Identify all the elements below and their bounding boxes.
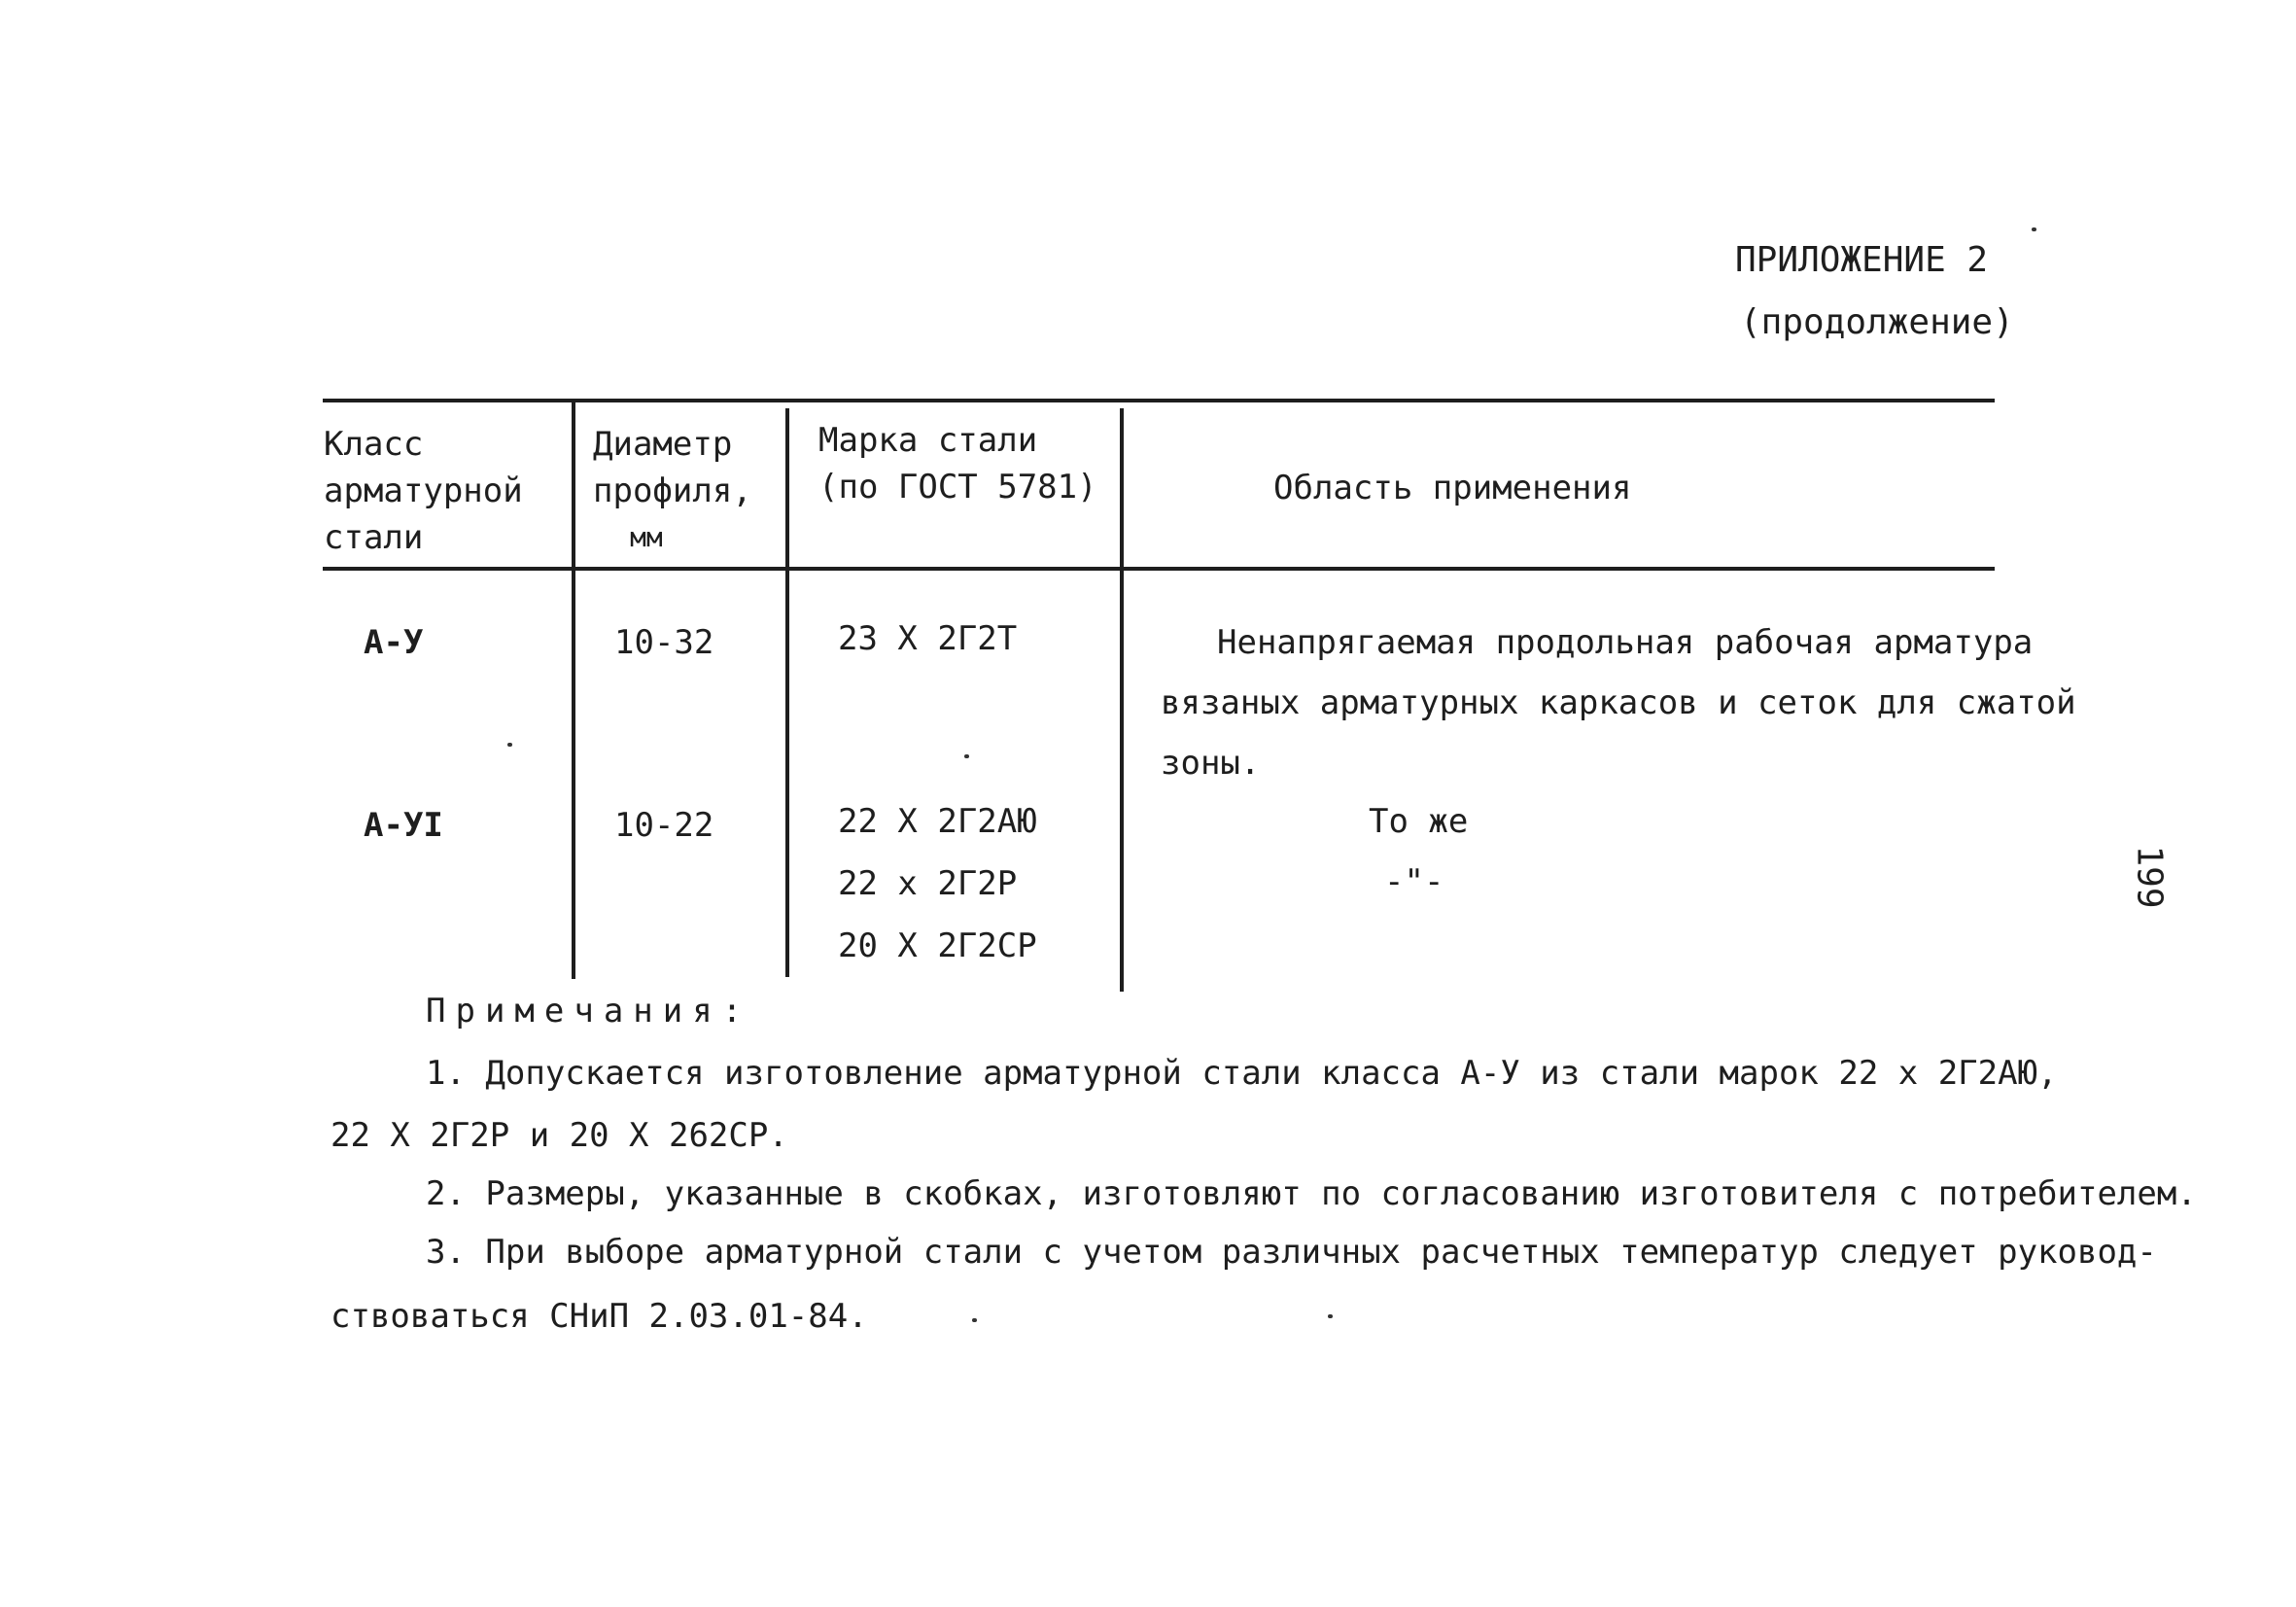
header-diameter-line-2: профиля,	[593, 472, 752, 510]
note-3-line-2: ствоваться СНиП 2.03.01-84.	[330, 1297, 868, 1336]
row-class: А-УI	[364, 806, 443, 845]
appendix-continuation: (продолжение)	[1740, 302, 2014, 342]
row-grade: 22 Х 2Г2АЮ	[838, 802, 1037, 841]
header-grade-line-1: Марка стали	[818, 421, 1038, 460]
row-grade: 20 Х 2Г2СР	[838, 926, 1037, 965]
row-grade: 23 Х 2Г2Т	[838, 619, 1018, 658]
header-diameter-line-1: Диаметр	[593, 425, 733, 464]
row-usage-line-1: То же	[1369, 802, 1469, 841]
row-diameter: 10-22	[614, 806, 714, 845]
header-class-line-1: Класс	[324, 425, 424, 464]
column-divider-1	[572, 401, 575, 979]
column-divider-3	[1120, 408, 1124, 992]
scan-speck	[964, 754, 969, 758]
notes-title: Примечания:	[426, 992, 752, 1031]
row-class: А-У	[364, 623, 424, 662]
row-usage-line-2: -"-	[1384, 862, 1444, 901]
scan-speck	[507, 743, 512, 747]
header-class-line-3: стали	[324, 518, 424, 557]
column-divider-2	[785, 408, 789, 977]
note-1-line-2: 22 Х 2Г2Р и 20 Х 262СР.	[330, 1116, 788, 1155]
row-usage-line-1: Ненапрягаемая продольная рабочая арматура	[1217, 623, 2034, 662]
appendix-title: ПРИЛОЖЕНИЕ 2	[1735, 240, 1989, 280]
scan-speck	[972, 1318, 977, 1322]
note-3-line-1: 3. При выборе арматурной стали с учетом различных расчетных температур следует руковод-	[426, 1233, 2157, 1272]
page-number: 199	[2129, 845, 2170, 909]
row-usage-line-2: вязаных арматурных каркасов и сеток для сжатой	[1161, 683, 2076, 722]
scan-speck	[2032, 227, 2036, 231]
header-grade-line-2: (по ГОСТ 5781)	[818, 468, 1097, 507]
row-usage-line-3: зоны.	[1161, 744, 1261, 783]
row-grade: 22 х 2Г2Р	[838, 864, 1018, 903]
header-diameter-line-3: мм	[630, 521, 663, 553]
note-2: 2. Размеры, указанные в скобках, изготовляют по согласованию изготовителя с потребителем.	[426, 1174, 2197, 1213]
note-1-line-1: 1. Допускается изготовление арматурной стали класса А-У из стали марок 22 х 2Г2АЮ,	[426, 1054, 2058, 1093]
row-diameter: 10-32	[614, 623, 714, 662]
header-class-line-2: арматурной	[324, 472, 523, 510]
table-header-usage: Область применения	[1273, 469, 1632, 507]
scan-speck	[1328, 1314, 1333, 1318]
